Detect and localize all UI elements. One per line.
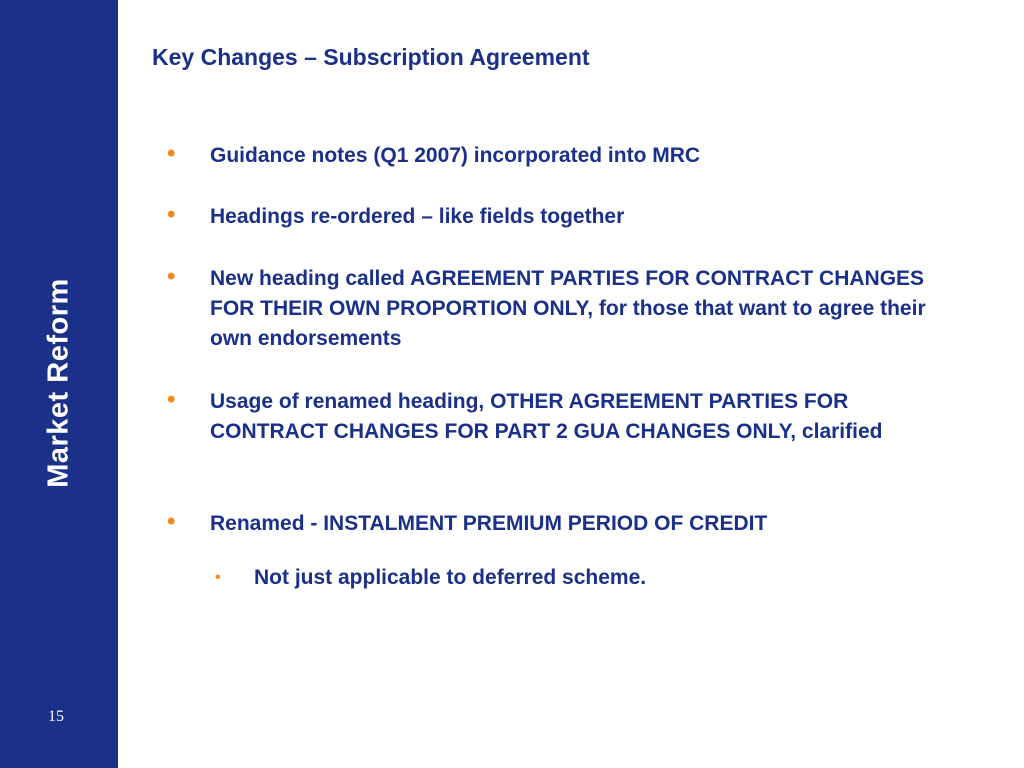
bullet-item xyxy=(167,141,947,171)
bullet-icon: • xyxy=(167,201,176,228)
bullet-icon: • xyxy=(167,140,176,167)
bullet-item xyxy=(167,202,947,232)
sidebar-label: Market Reform xyxy=(42,278,75,488)
bullet-item xyxy=(167,264,947,354)
bullet-text: Renamed - INSTALMENT PREMIUM PERIOD OF CREDIT xyxy=(210,512,768,535)
bullet-item xyxy=(167,387,947,447)
bullet-icon: • xyxy=(167,263,176,290)
slide-title: Key Changes – Subscription Agreement xyxy=(152,44,590,70)
sidebar xyxy=(0,0,118,768)
bullet-text: Usage of renamed heading, OTHER AGREEMENT PARTIES FOR CONTRACT CHANGES FOR PART 2 GUA CHANGES ONLY, clarified xyxy=(210,390,883,443)
sub-bullet-text: Not just applicable to deferred scheme. xyxy=(254,566,647,589)
sub-bullet-icon: • xyxy=(215,569,221,586)
bullet-text: New heading called AGREEMENT PARTIES FOR CONTRACT CHANGES FOR THEIR OWN PROPORTION ONLY, for those that want to agree their own endorsements xyxy=(210,267,926,350)
bullet-text: Guidance notes (Q1 2007) incorporated into MRC xyxy=(210,144,701,167)
bullet-icon: • xyxy=(167,508,176,535)
page-number: 15 xyxy=(48,708,64,725)
bullet-text: Headings re-ordered – like fields together xyxy=(210,205,625,228)
bullet-item xyxy=(167,509,947,539)
bullet-icon: • xyxy=(167,386,176,413)
sub-bullet-item xyxy=(215,563,915,593)
